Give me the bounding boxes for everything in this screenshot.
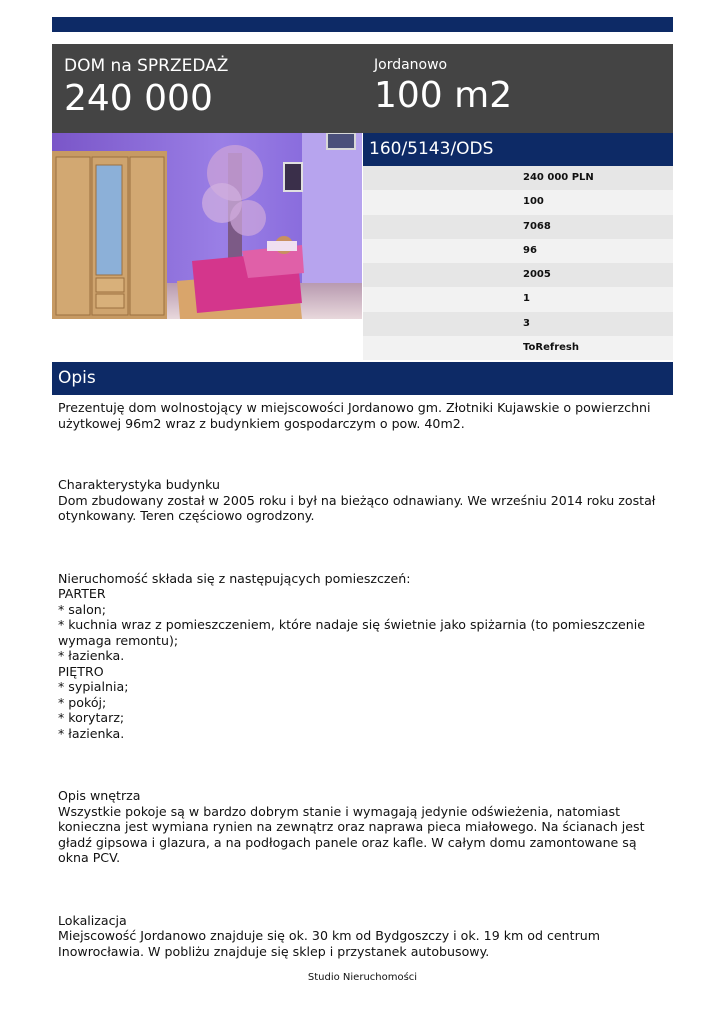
room-item: * łazienka. <box>58 725 125 741</box>
intro-paragraph: Prezentuję dom wolnostojący w miejscowości Jordanowo gm. Złotniki Kujawskie o powierzchni użytkowej 96m2 wraz z budynkiem gospodarczym o pow. 40m2. <box>58 400 651 431</box>
footer-agency: Studio Nieruchomości <box>307 972 418 983</box>
upper-floor-label: PIĘTRO <box>58 663 104 679</box>
param-row: 240 000 PLN <box>363 166 673 190</box>
description-heading: Opis <box>52 362 673 395</box>
building-title: Charakterystyka budynku <box>58 477 221 492</box>
room-item: * pokój; <box>58 694 107 710</box>
area-headline: 100 m2 <box>374 75 513 116</box>
room-item: * salon; <box>58 601 107 617</box>
property-photo <box>52 133 362 319</box>
listing-header <box>52 44 673 133</box>
location-paragraph: Miejscowość Jordanowo znajduje się ok. 30 km od Bydgoszczy i ok. 19 km od centrum Inowrocławia. W pobliżu znajduje się sklep i przystanek autobusowy. <box>58 928 600 959</box>
param-row: 3 <box>363 312 673 336</box>
price-headline: 240 000 <box>64 78 213 119</box>
description-body <box>58 400 670 959</box>
param-row: 100 <box>363 190 673 214</box>
room-item: * kuchnia wraz z pomieszczeniem, które nadaje się świetnie jako spiżarnia (to pomieszczenie wymaga remontu); <box>58 617 645 648</box>
params-table <box>363 166 673 360</box>
top-accent-bar <box>52 17 673 32</box>
room-item: * korytarz; <box>58 710 125 725</box>
ground-floor-label: PARTER <box>58 586 106 601</box>
param-row: 2005 <box>363 263 673 287</box>
param-row: 96 <box>363 239 673 263</box>
header-right <box>374 56 512 118</box>
location-title: Lokalizacja <box>58 912 127 928</box>
room-item: * łazienka. <box>58 648 125 663</box>
rooms-title: Nieruchomość składa się z następujących pomieszczeń: <box>58 570 411 586</box>
city-name: Jordanowo <box>374 57 448 73</box>
header-left <box>64 56 228 121</box>
offer-type: DOM na SPRZEDAŻ <box>64 56 229 76</box>
interior-title: Opis wnętrza <box>58 788 141 803</box>
param-row: 7068 <box>363 215 673 239</box>
room-item: * sypialnia; <box>58 679 129 694</box>
interior-paragraph: Wszystkie pokoje są w bardzo dobrym stanie i wymagają jedynie odświeżenia, natomiast konieczna jest wymiana rynien na zewnątrz oraz naprawa pieca miałowego. Na ścianach jest gładź gipsowa i glazura, a na podłogach panele oraz kafle. W całym domu zamontowane są okna PCV. <box>58 803 645 865</box>
building-paragraph: Dom zbudowany został w 2005 roku i był na bieżąco odnawiany. We wrześniu 2014 roku został otynkowany. Teren częściowo ogrodzony. <box>58 492 656 523</box>
listing-reference: 160/5143/ODS <box>363 133 673 166</box>
param-row: ToRefresh <box>363 336 673 360</box>
param-row: 1 <box>363 287 673 311</box>
